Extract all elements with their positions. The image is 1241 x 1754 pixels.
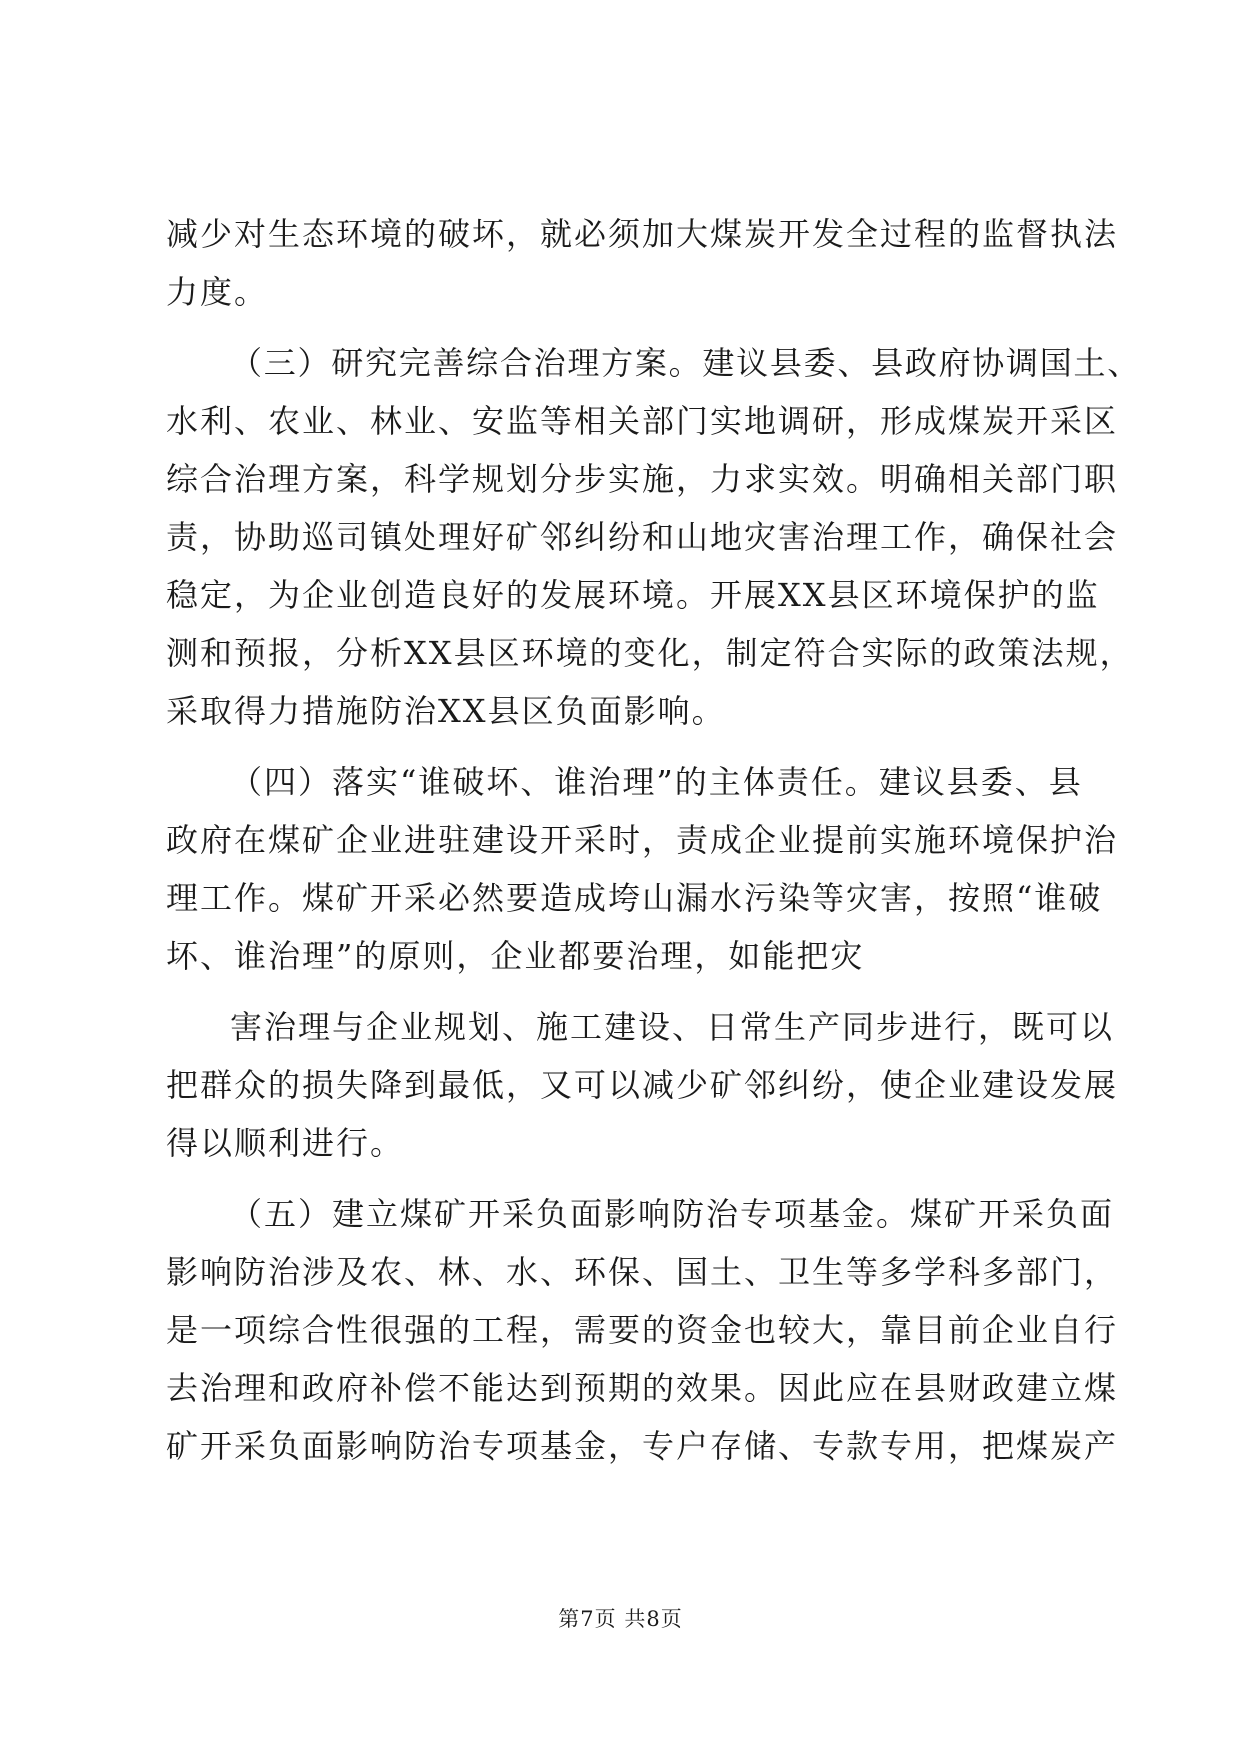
text-line: 稳定，为企业创造良好的发展环境。开展XX县区环境保护的监: [166, 576, 1100, 614]
text-line: 是一项综合性很强的工程，需要的资金也较大，靠目前企业自行: [166, 1311, 1119, 1349]
text-line: （五）建立煤矿开采负面影响防治专项基金。煤矿开采负面: [230, 1195, 1115, 1233]
text-line: 理工作。煤矿开采必然要造成垮山漏水污染等灾害，按照“谁破: [166, 879, 1103, 917]
text-line: 影响防治涉及农、林、水、环保、国土、卫生等多学科多部门，: [166, 1253, 1119, 1291]
text-line: （三）研究完善综合治理方案。建议县委、县政府协调国土、: [230, 344, 1142, 382]
text-line: 政府在煤矿企业进驻建设开采时，责成企业提前实施环境保护治: [166, 821, 1119, 859]
text-line: 矿开采负面影响防治专项基金，专户存储、专款专用，把煤炭产: [166, 1427, 1119, 1465]
text-line: 害治理与企业规划、施工建设、日常生产同步进行，既可以: [230, 1008, 1115, 1046]
text-line: 力度。: [166, 273, 269, 311]
page-number-footer: 第7页 共8页: [558, 1607, 683, 1631]
text-line: 去治理和政府补偿不能达到预期的效果。因此应在县财政建立煤: [166, 1369, 1119, 1407]
text-line: 水利、农业、林业、安监等相关部门实地调研，形成煤炭开采区: [166, 402, 1119, 440]
text-line: 综合治理方案，科学规划分步实施，力求实效。明确相关部门职: [166, 460, 1119, 498]
text-line: 减少对生态环境的破坏，就必须加大煤炭开发全过程的监督执法: [166, 215, 1119, 253]
text-line: 采取得力措施防治XX县区负面影响。: [166, 692, 726, 730]
text-line: （四）落实“谁破坏、谁治理”的主体责任。建议县委、县: [230, 763, 1083, 801]
text-line: 得以顺利进行。: [166, 1124, 405, 1162]
text-line: 坏、谁治理”的原则，企业都要治理，如能把灾: [166, 937, 865, 975]
text-line: 把群众的损失降到最低，又可以减少矿邻纠纷，使企业建设发展: [166, 1066, 1119, 1104]
text-line: 测和预报，分析XX县区环境的变化，制定符合实际的政策法规，: [166, 634, 1134, 672]
text-line: 责，协助巡司镇处理好矿邻纠纷和山地灾害治理工作，确保社会: [166, 518, 1119, 556]
